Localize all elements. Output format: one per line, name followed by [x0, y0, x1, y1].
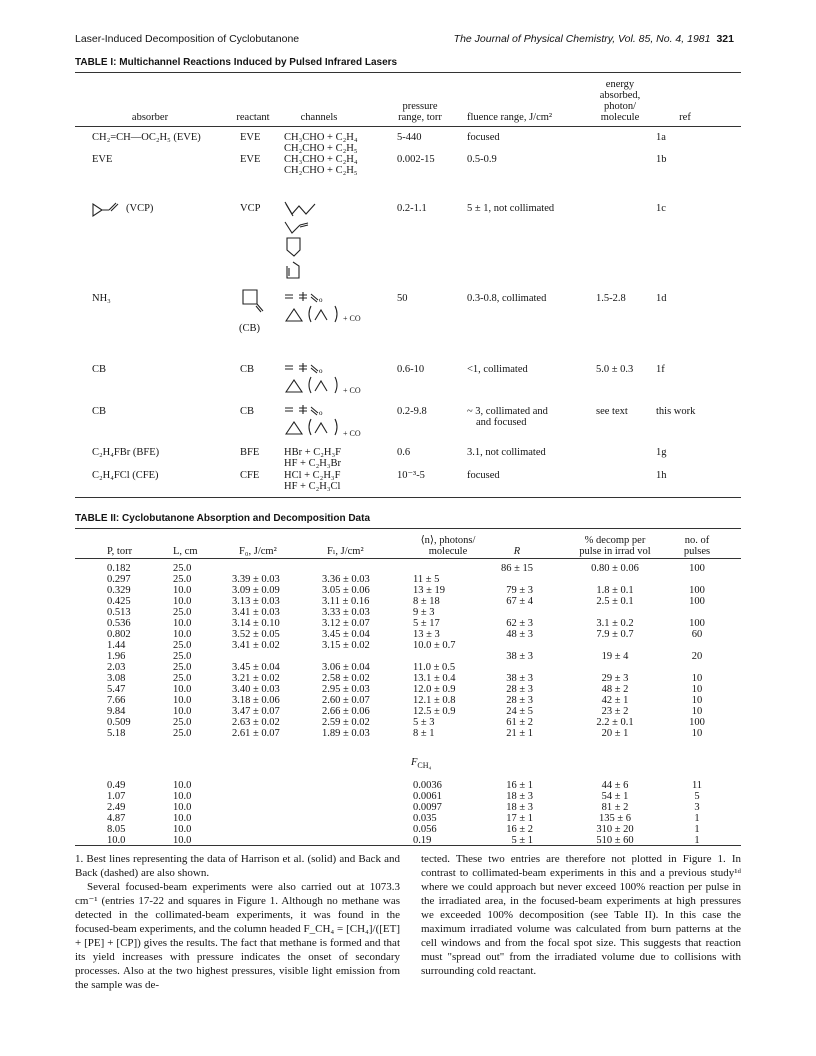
- r-cell: 61 ± 2: [506, 717, 533, 728]
- l-cm-cell: 10.0: [173, 618, 192, 629]
- pressure-cell: 0.002-15: [397, 154, 435, 165]
- p-torr-cell: 3.08: [107, 673, 126, 684]
- decomp-cell: 20 ± 1: [601, 728, 629, 739]
- r-cell: 38 ± 3: [506, 651, 533, 662]
- absorber-cell: CB: [92, 406, 107, 417]
- ref-cell: 1h: [656, 470, 667, 481]
- fl-cell: 2.95 ± 0.03: [322, 684, 370, 695]
- fl-cell: 3.36 ± 0.03: [322, 574, 370, 585]
- svg-text:o: o: [319, 409, 323, 417]
- pulses-cell: 100: [689, 563, 705, 574]
- table2-header-rule: [75, 558, 741, 559]
- col-fl: Fₗ, J/cm²: [327, 546, 364, 557]
- energy-cell: 1.5-2.8: [596, 293, 626, 304]
- ref-cell: 1a: [656, 132, 666, 143]
- channel-cell: CH₃CHO + C₂H₄: [284, 132, 358, 143]
- pulses-cell: 10: [691, 706, 703, 717]
- p-torr-cell: 1.96: [107, 651, 126, 662]
- pressure-cell: 50: [397, 293, 408, 304]
- energy-cell: 5.0 ± 0.3: [596, 364, 634, 375]
- p-torr-cell: 10.0: [107, 835, 126, 846]
- pressure-cell: 0.6-10: [397, 364, 425, 375]
- decomp-cell: 23 ± 2: [601, 706, 629, 717]
- journal-citation: The Journal of Physical Chemistry, Vol. 85, No. 4, 1981: [453, 33, 711, 45]
- fl-cell: 3.06 ± 0.04: [322, 662, 370, 673]
- photons-cell: 10.0 ± 0.7: [413, 640, 456, 651]
- fl-cell: 3.11 ± 0.16: [322, 596, 370, 607]
- left-column-text: [75, 852, 400, 992]
- fch4-cell: 0.0061: [413, 791, 442, 802]
- p-torr-cell: 8.05: [107, 824, 126, 835]
- l-cm-cell: 10.0: [173, 802, 192, 813]
- ref-cell: 1g: [656, 447, 667, 458]
- pulses-cell: 1: [694, 813, 700, 824]
- vinylcyclopropane-structure-icon: [91, 201, 127, 219]
- channel-cell: HF + C₂H₃Cl: [284, 481, 341, 492]
- svg-text:o: o: [319, 296, 323, 304]
- channel-cell: CH₂CHO + C₂H₅: [284, 165, 358, 176]
- f0-cell: 3.21 ± 0.02: [232, 673, 280, 684]
- fl-cell: 3.33 ± 0.03: [322, 607, 370, 618]
- l-cm-cell: 25.0: [173, 662, 192, 673]
- reactant-cell: BFE: [240, 447, 260, 458]
- l-cm-cell: 10.0: [173, 780, 192, 791]
- absorber-cell: (VCP): [126, 203, 154, 214]
- reactant-cell: CB: [240, 406, 255, 417]
- pulses-cell: 100: [689, 618, 705, 629]
- f0-cell: 3.47 ± 0.07: [232, 706, 280, 717]
- l-cm-cell: 25.0: [173, 563, 192, 574]
- r-cell: 24 ± 5: [506, 706, 533, 717]
- fluence-cell: ~ 3, collimated and: [467, 406, 548, 417]
- pulses-cell: 1: [694, 835, 700, 846]
- pressure-cell: 5-440: [397, 132, 422, 143]
- fch4-cell: 0.0097: [413, 802, 442, 813]
- r-cell: 79 ± 3: [506, 585, 533, 596]
- fch4-subscript: CH₄: [417, 761, 432, 770]
- col-photons-line1: ⟨n⟩, photons/: [420, 535, 476, 546]
- fch4-symbol: F: [411, 757, 418, 768]
- p-torr-cell: 0.425: [107, 596, 131, 607]
- p-torr-cell: 0.49: [107, 780, 126, 791]
- f0-cell: 3.41 ± 0.02: [232, 640, 280, 651]
- decomp-cell: 54 ± 1: [601, 791, 629, 802]
- pressure-cell: 10⁻³-5: [397, 470, 425, 481]
- l-cm-cell: 25.0: [173, 607, 192, 618]
- photons-cell: 9 ± 3: [413, 607, 435, 618]
- fl-cell: 3.15 ± 0.02: [322, 640, 370, 651]
- photons-cell: 8 ± 1: [413, 728, 435, 739]
- col-pulses-line2: pulses: [683, 546, 711, 557]
- p-torr-cell: 2.03: [107, 662, 126, 673]
- decomp-cell: 0.80 ± 0.06: [591, 563, 639, 574]
- p-torr-cell: 0.297: [107, 574, 131, 585]
- fl-cell: 2.58 ± 0.02: [322, 673, 370, 684]
- col-energy-line3: photon/: [603, 101, 637, 112]
- paragraph-focused-beam: Several focused-beam experiments were also carried out at 1073.3 cm⁻¹ (entries 17-22 and squares in Figure 1. Although no methane was detected in the collimated-beam experiments, it was found in the focused-beam experiments, and the column headed F_CH₄ = [CH₄]/([ET] + [PE] + [CP]) gives the results. The fact that methane is formed and that its yield increases with pressure indicates the onset of secondary processes. Also at the two highest pressures, visible light emission from the sample was de-: [75, 881, 400, 991]
- table2-bottom-rule: [75, 845, 741, 846]
- table2-title: TABLE II: Cyclobutanone Absorption and Decomposition Data: [75, 513, 371, 524]
- r-cell: 28 ± 3: [506, 684, 533, 695]
- l-cm-cell: 10.0: [173, 706, 192, 717]
- col-l-cm: L, cm: [173, 546, 198, 557]
- decomp-cell: 29 ± 3: [601, 673, 629, 684]
- co-label: + CO: [343, 429, 361, 438]
- p-torr-cell: 5.18: [107, 728, 126, 739]
- f0-cell: 3.39 ± 0.03: [232, 574, 280, 585]
- running-header-left: Laser-Induced Decomposition of Cyclobutanone: [75, 33, 300, 45]
- fch4-subheader: [411, 757, 431, 771]
- fl-cell: 1.89 ± 0.03: [322, 728, 370, 739]
- channel-cell: CH₃CHO + C₂H₄: [284, 154, 358, 165]
- fluence-cell: 0.5-0.9: [467, 154, 497, 165]
- paragraph-continuation: tected. These two entries are therefore not plotted in Figure 1. In contrast to collimated-beam experiments in this and a previous study¹ᵈ where we could approach but never exceed 100% reaction per pulse in the irradiated area, in the focused-beam experiments at high pressures we exceeded 100% decomposition (see Table II). In this case the maximum irradiated volume was calculated from burn patterns at the cell windows and from the focal spot size. This suggests that reaction must "spread out" from the irradiated volume due to collisions with surrounding cold reactant.: [421, 853, 741, 977]
- table1-bottom-rule: [75, 497, 741, 498]
- l-cm-cell: 25.0: [173, 728, 192, 739]
- r-cell: 18 ± 3: [506, 802, 533, 813]
- reactant-cell: EVE: [240, 154, 261, 165]
- co-label: + CO: [343, 314, 361, 323]
- r-cell: 18 ± 3: [506, 791, 533, 802]
- f0-cell: 3.18 ± 0.06: [232, 695, 280, 706]
- col-fluence: fluence range, J/cm²: [467, 112, 553, 123]
- decomp-cell: 81 ± 2: [601, 802, 629, 813]
- photons-cell: 11 ± 5: [413, 574, 440, 585]
- f0-cell: 3.41 ± 0.03: [232, 607, 280, 618]
- pulses-cell: 20: [691, 651, 703, 662]
- pulses-cell: 11: [691, 780, 703, 791]
- cb-products-structures-icon: [283, 402, 343, 438]
- p-torr-cell: 4.87: [107, 813, 126, 824]
- l-cm-cell: 10.0: [173, 695, 192, 706]
- l-cm-cell: 10.0: [173, 684, 192, 695]
- decomp-cell: 1.8 ± 0.1: [596, 585, 634, 596]
- photons-cell: 12.1 ± 0.8: [413, 695, 456, 706]
- photons-cell: 12.0 ± 0.9: [413, 684, 456, 695]
- col-reactant: reactant: [236, 112, 270, 123]
- absorber-cell: CH₂=CH—OC₂H₅ (EVE): [92, 132, 201, 143]
- col-energy-line4: molecule: [600, 112, 640, 123]
- channel-cell: HCl + C₂H₃F: [284, 470, 341, 481]
- pressure-cell: 0.2-1.1: [397, 203, 427, 214]
- decomp-cell: 3.1 ± 0.2: [596, 618, 634, 629]
- r-cell: 67 ± 4: [506, 596, 533, 607]
- photons-cell: 5 ± 17: [413, 618, 440, 629]
- fluence-cell: 3.1, not collimated: [467, 447, 546, 458]
- r-cell: 17 ± 1: [506, 813, 533, 824]
- col-energy-line1: energy: [605, 79, 635, 90]
- channel-cell: CH₂CHO + C₂H₅: [284, 143, 358, 154]
- fl-cell: 3.05 ± 0.06: [322, 585, 370, 596]
- l-cm-cell: 10.0: [173, 629, 192, 640]
- fluence-cell: 0.3-0.8, collimated: [467, 293, 547, 304]
- p-torr-cell: 0.513: [107, 607, 131, 618]
- f0-cell: 3.14 ± 0.10: [232, 618, 280, 629]
- l-cm-cell: 25.0: [173, 640, 192, 651]
- r-cell: 62 ± 3: [506, 618, 533, 629]
- r-cell: 5 ± 1: [511, 835, 533, 846]
- p-torr-cell: 0.182: [107, 563, 131, 574]
- l-cm-cell: 10.0: [173, 596, 192, 607]
- decomp-cell: 135 ± 6: [598, 813, 631, 824]
- ref-cell: 1c: [656, 203, 666, 214]
- col-p-torr: P, torr: [107, 546, 133, 557]
- decomp-cell: 48 ± 2: [601, 684, 629, 695]
- fl-cell: 2.60 ± 0.07: [322, 695, 370, 706]
- r-cell: 86 ± 15: [500, 563, 533, 574]
- col-decomp-line2: pulse in irrad vol: [579, 546, 651, 557]
- co-label: + CO: [343, 386, 361, 395]
- p-torr-cell: 1.07: [107, 791, 126, 802]
- p-torr-cell: 9.84: [107, 706, 126, 717]
- col-pressure-line2: range, torr: [398, 112, 442, 123]
- running-header-right: [454, 33, 734, 45]
- pulses-cell: 3: [694, 802, 700, 813]
- f0-cell: 3.09 ± 0.09: [232, 585, 280, 596]
- page-number: 321: [716, 33, 734, 45]
- p-torr-cell: 0.509: [107, 717, 131, 728]
- svg-text:o: o: [319, 367, 323, 375]
- energy-cell: see text: [596, 406, 628, 417]
- f0-cell: 3.45 ± 0.04: [232, 662, 280, 673]
- fluence-cell: and focused: [476, 417, 527, 428]
- l-cm-cell: 25.0: [173, 574, 192, 585]
- p-torr-cell: 0.329: [107, 585, 131, 596]
- p-torr-cell: 0.802: [107, 629, 131, 640]
- decomp-cell: 7.9 ± 0.7: [596, 629, 634, 640]
- reactant-cell: EVE: [240, 132, 261, 143]
- reactant-cell: CB: [240, 364, 255, 375]
- col-r: R: [513, 546, 521, 557]
- pulses-cell: 100: [689, 596, 705, 607]
- pulses-cell: 100: [689, 585, 705, 596]
- r-cell: 28 ± 3: [506, 695, 533, 706]
- col-f0: F₀, J/cm²: [239, 546, 277, 557]
- fch4-cell: 0.035: [413, 813, 437, 824]
- decomp-cell: 2.5 ± 0.1: [596, 596, 634, 607]
- pulses-cell: 1: [694, 824, 700, 835]
- ref-cell: this work: [656, 406, 696, 417]
- l-cm-cell: 25.0: [173, 673, 192, 684]
- channel-cell: HF + C₂H₃Br: [284, 458, 342, 469]
- col-photons-line2: molecule: [428, 546, 468, 557]
- p-torr-cell: 1.44: [107, 640, 126, 651]
- f0-cell: 3.40 ± 0.03: [232, 684, 280, 695]
- fch4-cell: 0.0036: [413, 780, 442, 791]
- pressure-cell: 0.2-9.8: [397, 406, 427, 417]
- r-cell: 48 ± 3: [506, 629, 533, 640]
- decomp-cell: 19 ± 4: [601, 651, 629, 662]
- photons-cell: 5 ± 3: [413, 717, 435, 728]
- col-pulses-line1: no. of: [684, 535, 710, 546]
- r-cell: 21 ± 1: [506, 728, 533, 739]
- absorber-cell: EVE: [92, 154, 113, 165]
- absorber-cell: CB: [92, 364, 107, 375]
- l-cm-cell: 10.0: [173, 791, 192, 802]
- decomp-cell: 44 ± 6: [601, 780, 629, 791]
- table1-header-rule: [75, 126, 741, 127]
- ref-cell: 1b: [656, 154, 667, 165]
- p-torr-cell: 5.47: [107, 684, 126, 695]
- pulses-cell: 10: [691, 695, 703, 706]
- channel-cell: HBr + C₂H₃F: [284, 447, 342, 458]
- photons-cell: 8 ± 18: [413, 596, 440, 607]
- f0-cell: 2.61 ± 0.07: [232, 728, 280, 739]
- decomp-cell: 510 ± 60: [596, 835, 634, 846]
- col-absorber: absorber: [131, 112, 169, 123]
- ref-cell: 1f: [656, 364, 665, 375]
- pulses-cell: 5: [694, 791, 700, 802]
- f0-cell: 3.52 ± 0.05: [232, 629, 280, 640]
- figure-caption-tail: 1. Best lines representing the data of Harrison et al. (solid) and Back and Back (dashed) are also shown.: [75, 853, 400, 879]
- absorber-cell: NH₃: [92, 293, 111, 304]
- reactant-cell: (CB): [239, 323, 260, 334]
- f0-cell: 3.13 ± 0.03: [232, 596, 280, 607]
- fch4-cell: 0.056: [413, 824, 437, 835]
- right-column-text: [421, 852, 741, 978]
- col-ref: ref: [679, 112, 691, 123]
- p-torr-cell: 2.49: [107, 802, 126, 813]
- l-cm-cell: 10.0: [173, 824, 192, 835]
- l-cm-cell: 10.0: [173, 813, 192, 824]
- col-channels: channels: [300, 112, 338, 123]
- r-cell: 38 ± 3: [506, 673, 533, 684]
- f0-cell: 2.63 ± 0.02: [232, 717, 280, 728]
- fluence-cell: focused: [467, 470, 500, 481]
- col-energy-line2: absorbed,: [599, 90, 641, 101]
- fl-cell: 3.45 ± 0.04: [322, 629, 370, 640]
- cyclobutanone-structure-icon: [240, 287, 268, 315]
- decomp-cell: 2.2 ± 0.1: [596, 717, 634, 728]
- pulses-cell: 10: [691, 728, 703, 739]
- photons-cell: 12.5 ± 0.9: [413, 706, 456, 717]
- pulses-cell: 10: [691, 673, 703, 684]
- fl-cell: 2.59 ± 0.02: [322, 717, 370, 728]
- l-cm-cell: 10.0: [173, 835, 192, 846]
- photons-cell: 13 ± 19: [413, 585, 446, 596]
- l-cm-cell: 25.0: [173, 717, 192, 728]
- fluence-cell: 5 ± 1, not collimated: [467, 203, 555, 214]
- fluence-cell: <1, collimated: [467, 364, 528, 375]
- ketene-ethylene-cyclopropane-products-icon: [283, 289, 343, 325]
- l-cm-cell: 10.0: [173, 585, 192, 596]
- table1-title: TABLE I: Multichannel Reactions Induced by Pulsed Infrared Lasers: [75, 57, 398, 68]
- pressure-cell: 0.6: [397, 447, 411, 458]
- photons-cell: 11.0 ± 0.5: [413, 662, 456, 673]
- absorber-cell: C₂H₄FBr (BFE): [92, 447, 160, 458]
- fl-cell: 2.66 ± 0.06: [322, 706, 370, 717]
- decomp-cell: 42 ± 1: [601, 695, 629, 706]
- pulses-cell: 100: [689, 717, 705, 728]
- r-cell: 16 ± 1: [506, 780, 533, 791]
- fl-cell: 3.12 ± 0.07: [322, 618, 370, 629]
- photons-cell: 13.1 ± 0.4: [413, 673, 456, 684]
- fluence-cell: focused: [467, 132, 500, 143]
- reactant-cell: CFE: [240, 470, 260, 481]
- photons-cell: 13 ± 3: [413, 629, 440, 640]
- l-cm-cell: 25.0: [173, 651, 192, 662]
- pulses-cell: 10: [691, 684, 703, 695]
- ref-cell: 1d: [656, 293, 667, 304]
- cb-products-structures-icon: [283, 360, 343, 396]
- col-decomp-line1: % decomp per: [584, 535, 646, 546]
- p-torr-cell: 7.66: [107, 695, 126, 706]
- vcp-product-structures-icon: [283, 200, 323, 290]
- col-pressure-line1: pressure: [402, 101, 438, 112]
- decomp-cell: 310 ± 20: [596, 824, 634, 835]
- absorber-cell: C₂H₄FCl (CFE): [92, 470, 159, 481]
- table2-top-rule: [75, 528, 741, 529]
- p-torr-cell: 0.536: [107, 618, 131, 629]
- r-cell: 16 ± 2: [506, 824, 533, 835]
- fch4-cell: 0.19: [413, 835, 432, 846]
- pulses-cell: 60: [691, 629, 703, 640]
- reactant-cell: VCP: [240, 203, 261, 214]
- table1-top-rule: [75, 72, 741, 73]
